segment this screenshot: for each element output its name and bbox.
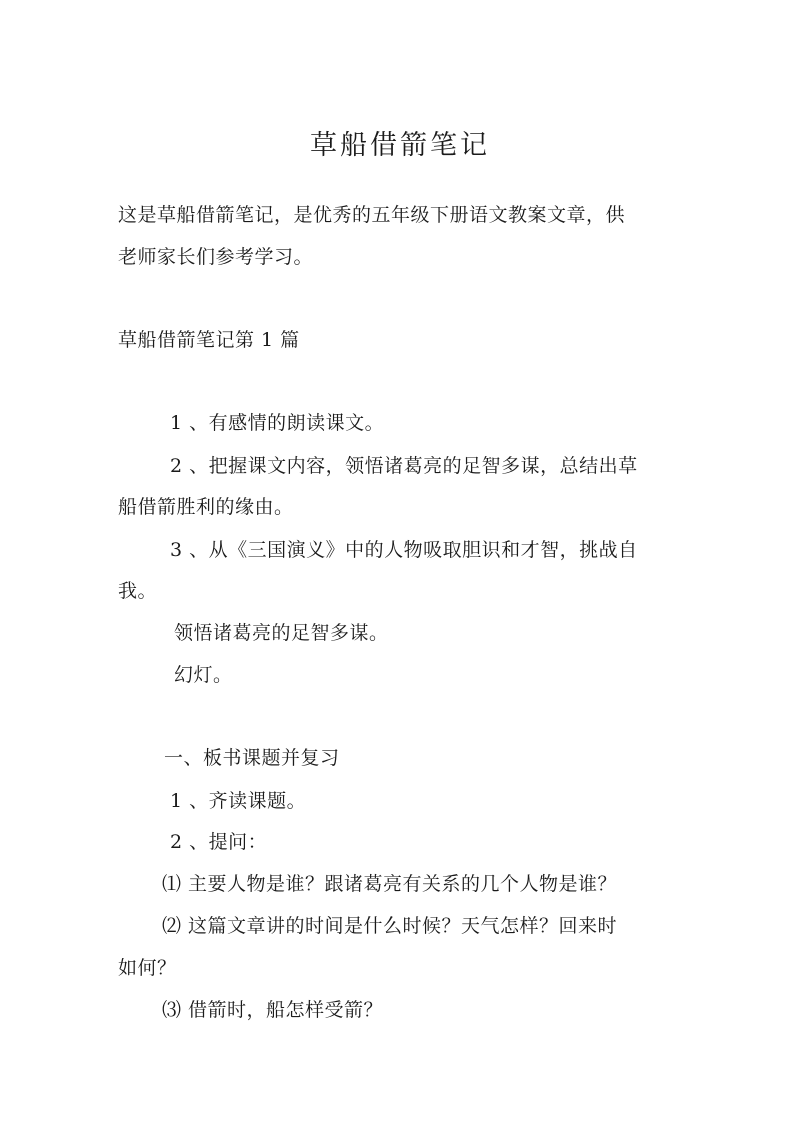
question-2: ⑵ 这篇文章讲的时间是什么时候？天气怎样？回来时	[162, 915, 618, 937]
question-1: ⑴ 主要人物是谁？跟诸葛亮有关系的几个人物是谁？	[162, 873, 618, 895]
step-heading: 一、板书课题并复习	[164, 747, 340, 769]
question-2-continued: 如何？	[118, 957, 177, 979]
intro-line-1: 这是草船借箭笔记，是优秀的五年级下册语文教案文章，供	[118, 204, 626, 226]
key-point: 领悟诸葛亮的足智多谋。	[174, 622, 389, 644]
section-heading: 草船借箭笔记第 1 篇	[118, 329, 300, 351]
goal-3: 3 、从《三国演义》中的人物吸取胆识和才智，挑战自	[170, 539, 638, 561]
question-3: ⑶ 借箭时，船怎样受箭？	[162, 999, 384, 1021]
intro-line-2: 老师家长们参考学习。	[118, 246, 314, 268]
goal-2-continued: 船借箭胜利的缘由。	[118, 496, 294, 518]
document-title: 草船借箭笔记	[310, 130, 490, 161]
goal-2: 2 、把握课文内容，领悟诸葛亮的足智多谋，总结出草	[170, 455, 638, 477]
materials: 幻灯。	[174, 664, 233, 686]
step-item-2: 2 、提问：	[170, 831, 268, 853]
goal-3-continued: 我。	[118, 580, 158, 602]
step-item-1: 1 、齐读课题。	[170, 790, 307, 812]
goal-1: 1 、有感情的朗读课文。	[170, 412, 385, 434]
